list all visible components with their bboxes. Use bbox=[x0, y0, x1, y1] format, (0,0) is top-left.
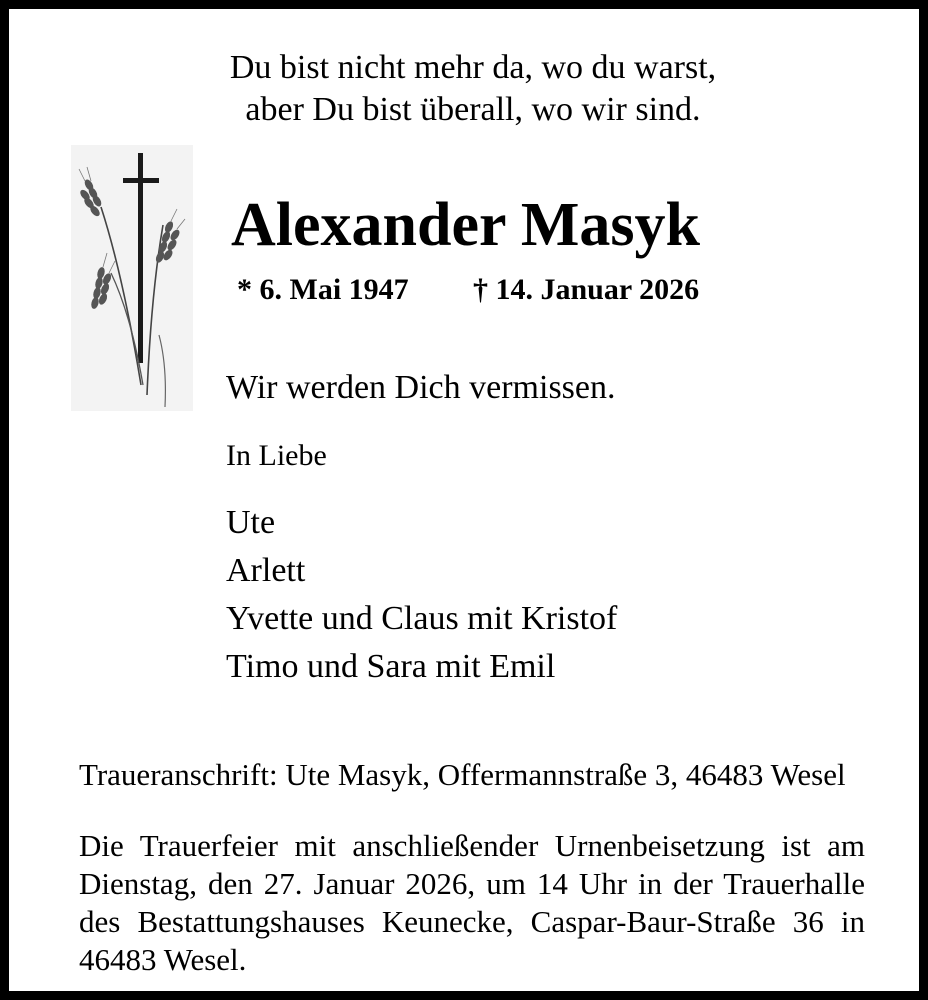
mourner-item: Timo und Sara mit Emil bbox=[226, 648, 556, 685]
birth-date: * 6. Mai 1947 bbox=[237, 273, 409, 306]
motto-line-2: aber Du bist überall, wo wir sind. bbox=[245, 91, 701, 128]
funeral-service-info: Die Trauerfeier mit anschließender Urnenbeisetzung ist am Dienstag, den 27. Januar 2026, um 14 Uhr in der Trauerhalle des Bestattungshauses Keunecke, Caspar-Baur-Straße 36 in 46483 Wesel. bbox=[79, 828, 865, 977]
mourner-item: Arlett bbox=[226, 552, 306, 589]
cross-with-wheat-ears-icon bbox=[71, 145, 193, 411]
death-date: † 14. Januar 2026 bbox=[473, 273, 700, 306]
love-line: In Liebe bbox=[226, 439, 327, 472]
mourner-item: Yvette und Claus mit Kristof bbox=[226, 600, 618, 637]
farewell-line: Wir werden Dich vermissen. bbox=[226, 369, 616, 406]
motto-line-1: Du bist nicht mehr da, wo du warst, bbox=[229, 49, 717, 86]
mourning-address: Traueranschrift: Ute Masyk, Offermannstraße 3, 46483 Wesel bbox=[79, 757, 846, 792]
mourner-item: Ute bbox=[226, 504, 276, 541]
deceased-name: Alexander Masyk bbox=[231, 191, 701, 259]
mourners-list bbox=[226, 499, 617, 691]
